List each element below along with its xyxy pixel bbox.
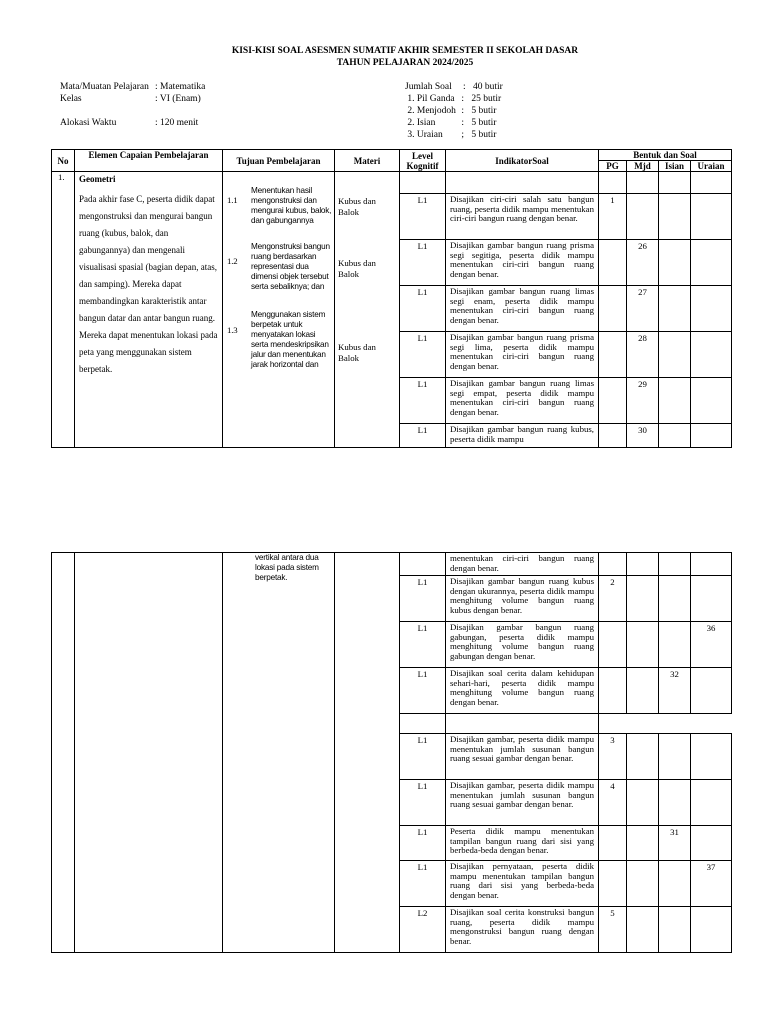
pg-cell [599,622,627,668]
indikator-cell: Disajikan pernyataan, peserta didik mampu menentukan tampilan bangun ruang dari sisi yang berbeda-beda dengan benar. [446,861,599,907]
pg-cell [599,553,627,576]
mjd-cell [627,734,659,780]
col-uraian: Uraian [691,161,732,172]
col-level: Level Kognitif [400,150,446,172]
indikator-cell: Disajikan ciri-ciri salah satu bangun ruang, peserta didik mampu menentukan ciri-ciri bangun ruang dengan benar. [446,194,599,240]
uraian-cell [691,668,732,714]
isian-cell [659,240,691,286]
capaian-text: Pada akhir fase C, peserta didik dapat mengonstruksi dan mengurai bangun ruang (kubus, balok, dan gabungannya) dan mengenali visualisasi spasial (bagian depan, atas, dan samping). Mereka dapat membandingkan karakteristik antar bangun datar dan antar bangun ruang. Mereka dapat menentukan lokasi pada peta yang menggunakan sistem berpetak. [79,194,218,374]
meta-key: 2. Menjodoh [407,106,456,116]
tujuan-number: 1.1 [227,195,238,205]
isian-cell [659,424,691,448]
meta-label: Alokasi Waktu [60,118,117,128]
level-cell: L1 [400,286,446,332]
tujuan-text: Menentukan hasil mengonstruksi dan mengurai kubus, balok, dan gabungannya [251,186,332,225]
blank-cell [446,714,599,734]
pg-cell: 4 [599,780,627,826]
meta-total [405,81,503,93]
tujuan-number: 1.2 [227,256,238,266]
mjd-cell: 27 [627,286,659,332]
document-subtitle: TAHUN PELAJARAN 2024/2025 [336,58,474,68]
meta-sep: ; [461,130,465,140]
table-row [52,553,732,576]
mjd-cell [627,826,659,861]
indikator-cell: Disajikan soal cerita konstruksi bangun ruang, peserta didik mampu mengonstruksi bangun ruang dengan benar. [446,907,599,953]
level-cell: L2 [400,907,446,953]
meta-isian [405,117,503,129]
col-mjd: Mjd [627,161,659,172]
meta-time [60,117,205,129]
tujuan-text: Mengonstruksi bangun ruang berdasarkan representasi dua dimensi objek tersebut serta sebaliknya; dan [251,242,330,291]
indikator-cell: Disajikan gambar bangun ruang kubus dengan ukurannya, peserta didik mampu menghitung volume bangun ruang kubus dengan benar. [446,576,599,622]
meta-value: : 120 menit [155,118,199,128]
blank-cell [400,714,446,734]
meta-left [60,81,205,129]
meta-key: Jumlah Soal [405,82,452,92]
indikator-cell: Disajikan gambar bangun ruang limas segi enam, peserta didik mampu menentukan ciri-ciri bangun ruang dengan benar. [446,286,599,332]
pg-cell [599,826,627,861]
uraian-cell [691,240,732,286]
level-cell: L1 [400,240,446,286]
blank-cell [335,553,400,953]
isian-cell [659,780,691,826]
document-title: KISI-KISI SOAL ASESMEN SUMATIF AKHIR SEMESTER II SEKOLAH DASAR [231,46,579,56]
level-cell: L1 [400,668,446,714]
tujuan-text: Menggunakan sistem berpetak untuk menyatakan lokasi serta mendeskripsikan jalur dan menentukan jarak horizontal dan [251,310,329,369]
blank-cell [52,553,75,953]
uraian-cell [691,194,732,240]
isian-cell [659,332,691,378]
blank-cell [599,714,732,734]
blank-cell [400,172,446,194]
meta-sep: : [461,106,465,116]
meta-count: 5 butir [471,118,497,128]
mjd-cell [627,861,659,907]
mjd-cell [627,553,659,576]
isian-cell [659,576,691,622]
isian-cell [659,734,691,780]
mjd-cell [627,576,659,622]
uraian-cell [691,826,732,861]
mjd-cell [627,194,659,240]
materi-item: Kubus dan Balok [338,258,376,279]
pg-cell [599,240,627,286]
pg-cell [599,332,627,378]
mjd-cell: 30 [627,424,659,448]
meta-key: 1. Pil Ganda [407,94,455,104]
uraian-cell [691,286,732,332]
meta-class [60,93,205,105]
mjd-cell: 29 [627,378,659,424]
level-cell: L1 [400,332,446,378]
indikator-cell: Disajikan gambar bangun ruang prisma segi lima, peserta didik mampu menentukan ciri-ciri bangun ruang dengan benar. [446,332,599,378]
pg-cell [599,861,627,907]
meta-count: 25 butir [471,94,502,104]
uraian-cell [691,734,732,780]
level-cell: L1 [400,576,446,622]
meta-value: : Matematika [155,82,206,92]
indikator-cell: Disajikan gambar bangun ruang prisma segi segitiga, peserta didik mampu menentukan ciri-ciri bangun ruang dengan benar. [446,240,599,286]
indikator-cell: Disajikan gambar bangun ruang kubus, peserta didik mampu [446,424,599,448]
meta-mjd [405,105,503,117]
pg-cell: 1 [599,194,627,240]
indikator-cell: menentukan ciri-ciri bangun ruang dengan benar. [446,553,599,576]
col-indikator: IndikatorSoal [446,150,599,172]
meta-sep: : [463,82,466,92]
pg-cell [599,424,627,448]
uraian-cell [691,907,732,953]
col-bentuk: Bentuk dan Soal [599,150,732,161]
mjd-cell [627,668,659,714]
tujuan-text: vertikal antara dua lokasi pada sistem berpetak. [255,553,319,582]
indikator-cell: Disajikan gambar bangun ruang limas segi empat, peserta didik mampu menentukan ciri-ciri bangun ruang dengan benar. [446,378,599,424]
pg-cell: 5 [599,907,627,953]
blank-cell [446,172,599,194]
meta-key: 2. Isian [407,118,436,128]
level-cell: L1 [400,424,446,448]
indikator-cell: Disajikan gambar, peserta didik mampu menentukan jumlah susunan bangun ruang sesuai gambar dengan benar. [446,734,599,780]
pg-cell [599,378,627,424]
blank-cell [75,553,223,953]
tujuan-cell [223,172,335,448]
meta-key: 3. Uraian [407,130,443,140]
meta-sep: : [461,118,465,128]
kisi-kisi-table-page1 [51,149,732,448]
blank-cell [691,172,732,194]
tujuan-number: 1.3 [227,325,238,335]
isian-cell [659,861,691,907]
tujuan-item [227,242,334,292]
col-isian: Isian [659,161,691,172]
level-cell: L1 [400,734,446,780]
mjd-cell: 26 [627,240,659,286]
meta-value: : VI (Enam) [155,94,201,104]
meta-count: 40 butir [473,82,503,92]
row-number: 1. [52,172,75,448]
mjd-cell: 28 [627,332,659,378]
isian-cell: 31 [659,826,691,861]
meta-sep: : [461,94,465,104]
uraian-cell [691,378,732,424]
uraian-cell: 36 [691,622,732,668]
meta-right [405,81,503,141]
indikator-cell: Peserta didik mampu menentukan tampilan bangun ruang dari sisi yang berbeda-beda dengan benar. [446,826,599,861]
col-elemen: Elemen Capaian Pembelajaran [75,150,223,172]
uraian-cell [691,576,732,622]
materi-item: Kubus dan Balok [338,342,376,363]
level-cell: L1 [400,861,446,907]
isian-cell [659,622,691,668]
capaian-cell [75,172,223,448]
blank-cell [627,172,659,194]
pg-cell [599,668,627,714]
level-cell: L1 [400,194,446,240]
isian-cell [659,378,691,424]
mjd-cell [627,622,659,668]
uraian-cell [691,332,732,378]
isian-cell [659,907,691,953]
col-pg: PG [599,161,627,172]
materi-cell [335,172,400,448]
blank-cell [599,172,627,194]
col-materi: Materi [335,150,400,172]
indikator-cell: Disajikan gambar bangun ruang gabungan, peserta didik mampu menghitung volume bangun ruang gabungan dengan benar. [446,622,599,668]
elemen-label: Geometri [79,174,116,184]
uraian-cell [691,424,732,448]
meta-label: Mata/Muatan Pelajaran [60,82,149,92]
isian-cell [659,194,691,240]
col-tujuan: Tujuan Pembelajaran [223,150,335,172]
meta-label: Kelas [60,94,82,104]
tujuan-item [227,310,334,370]
isian-cell [659,553,691,576]
indikator-cell: Disajikan soal cerita dalam kehidupan sehari-hari, peserta didik mampu menghitung volume bangun ruang dengan benar. [446,668,599,714]
uraian-cell [691,780,732,826]
mjd-cell [627,780,659,826]
pg-cell: 3 [599,734,627,780]
level-cell: L1 [400,378,446,424]
materi-item: Kubus dan Balok [338,196,376,217]
level-cell: L1 [400,826,446,861]
col-no: No [52,150,75,172]
meta-uraian [405,129,503,141]
indikator-cell: Disajikan gambar, peserta didik mampu menentukan jumlah susunan bangun ruang sesuai gambar dengan benar. [446,780,599,826]
level-cell: L1 [400,622,446,668]
level-cell: L1 [400,780,446,826]
level-cell [400,553,446,576]
pg-cell: 2 [599,576,627,622]
pg-cell [599,286,627,332]
isian-cell [659,286,691,332]
meta-subject [60,81,205,93]
blank-cell [659,172,691,194]
tujuan-item [227,186,334,226]
uraian-cell [691,553,732,576]
uraian-cell: 37 [691,861,732,907]
meta-count: 5 butir [471,130,497,140]
meta-pg [405,93,503,105]
isian-cell: 32 [659,668,691,714]
tujuan-cell [223,553,335,953]
kisi-kisi-table-page2 [51,552,732,953]
mjd-cell [627,907,659,953]
meta-count: 5 butir [471,106,497,116]
